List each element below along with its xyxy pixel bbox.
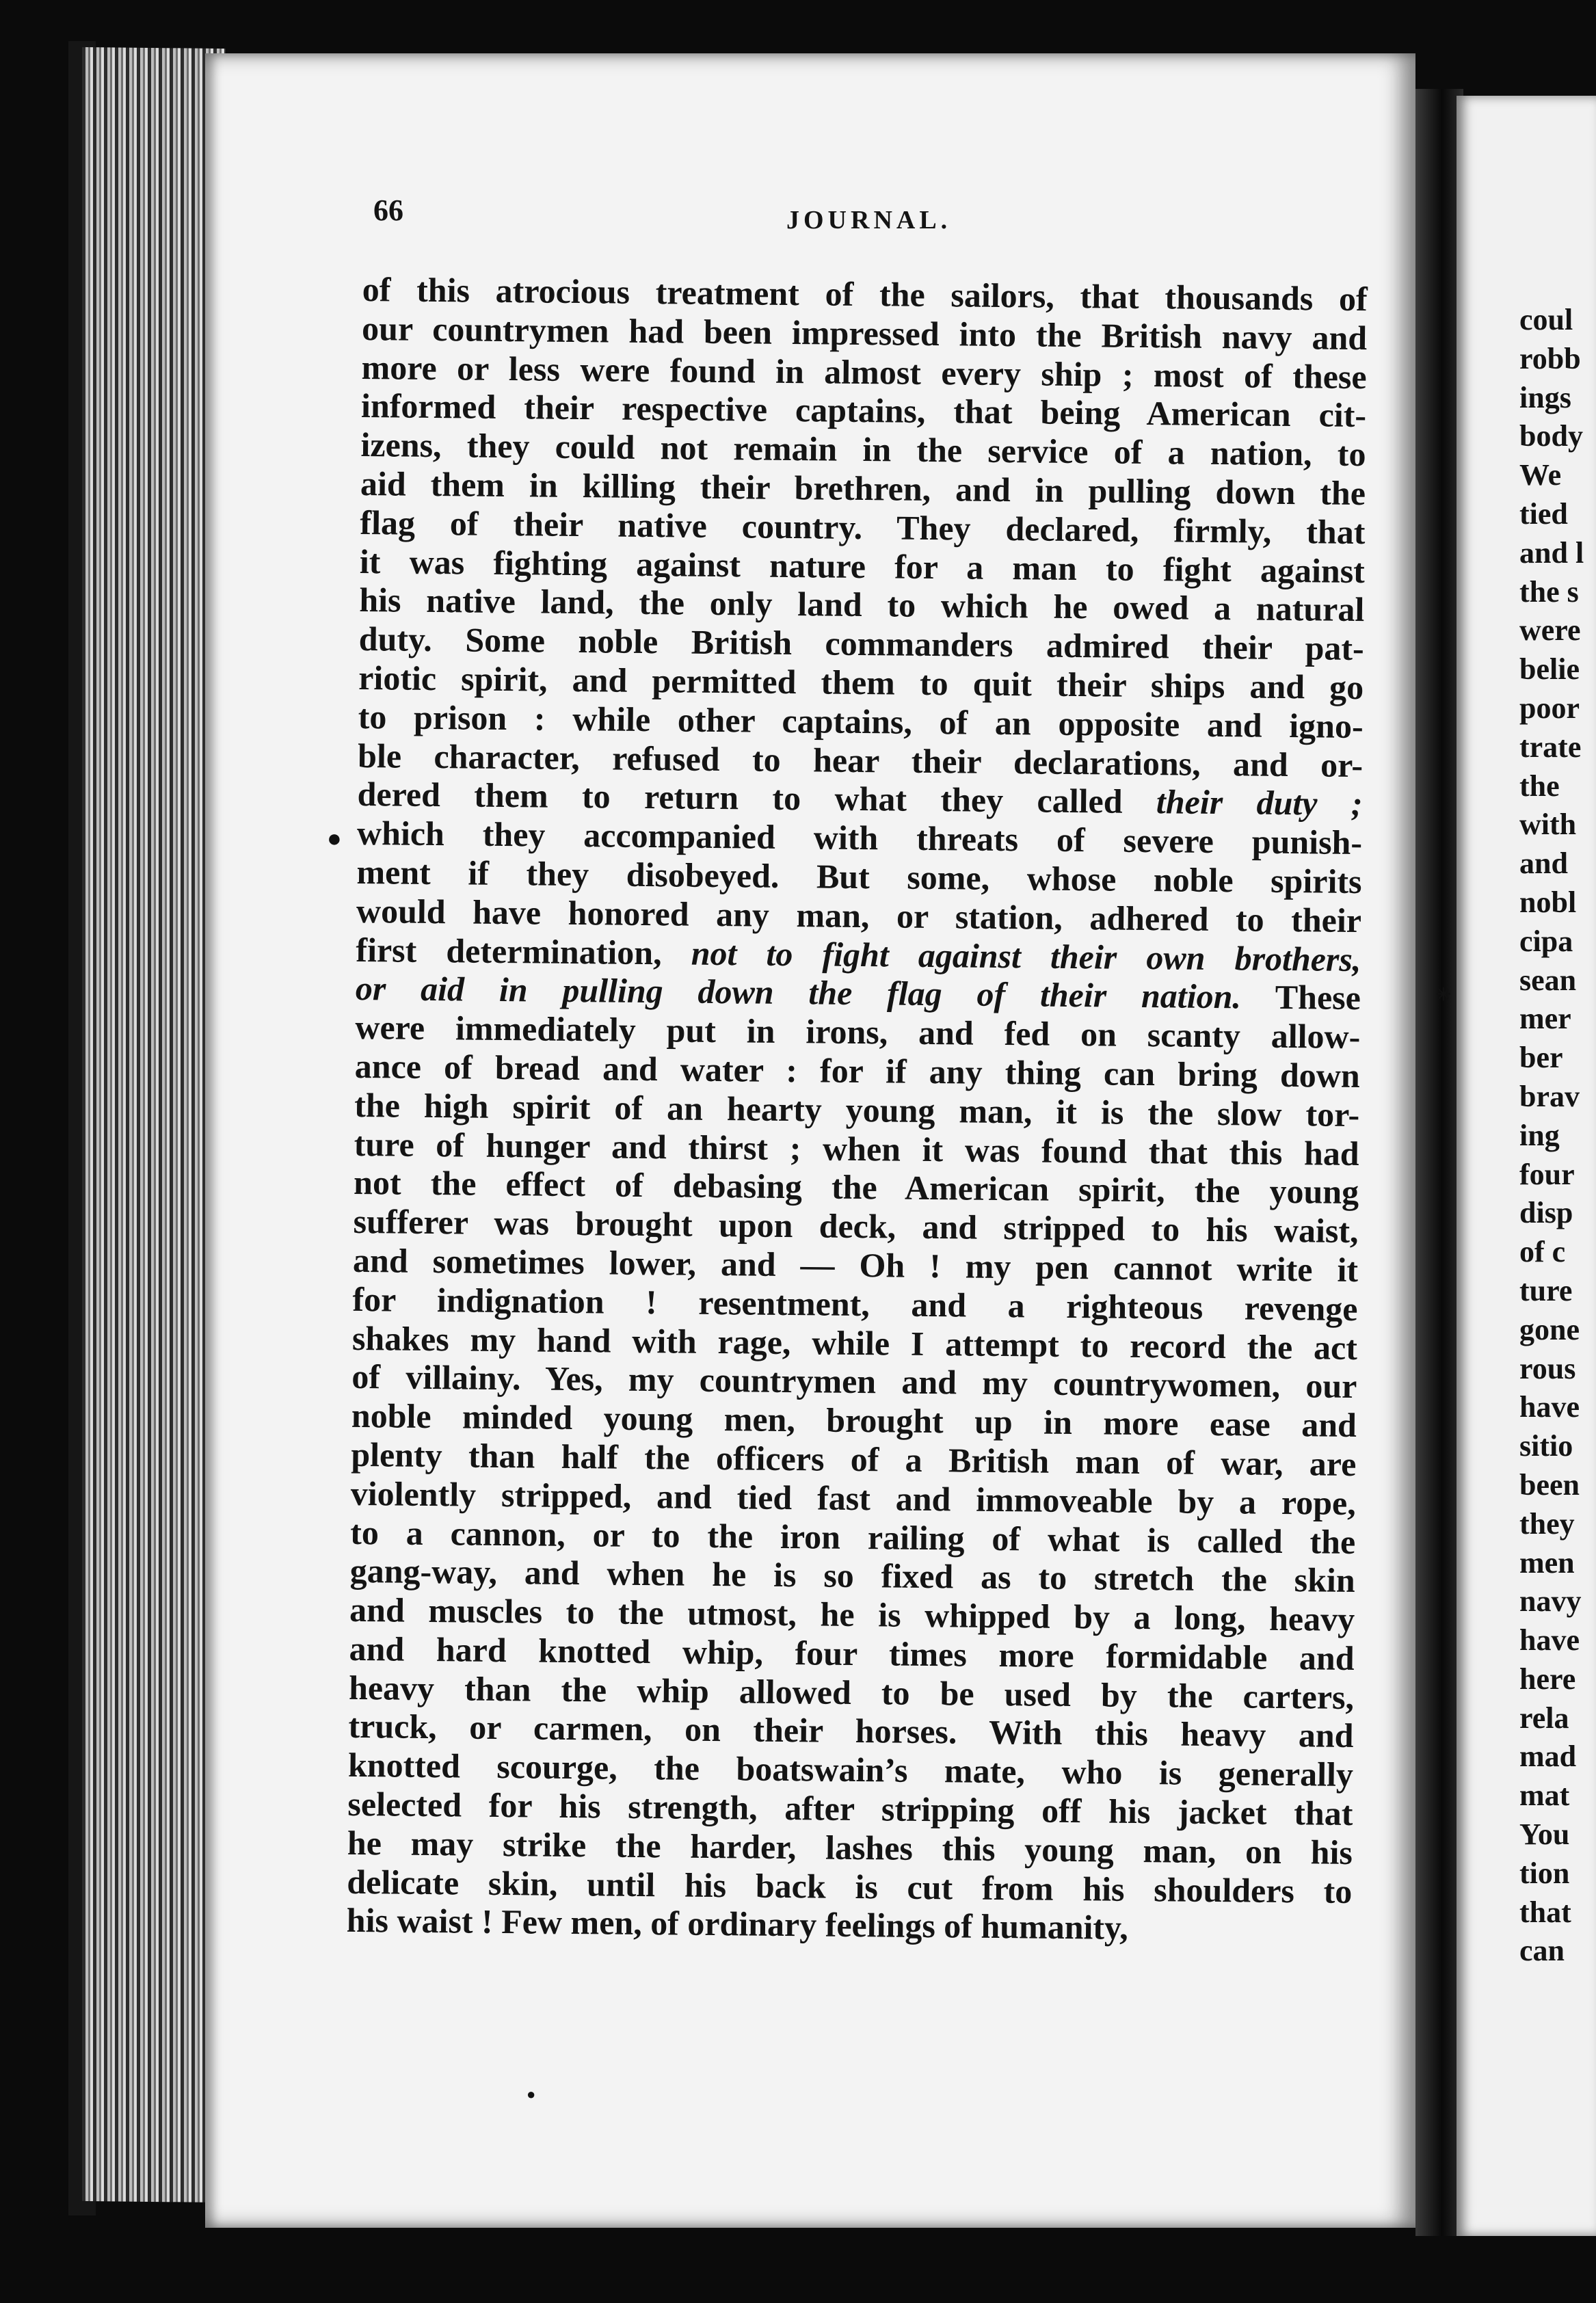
facing-page-line: rous bbox=[1519, 1351, 1576, 1385]
text-run: izens, they could not remain in the service of a nation, to bbox=[360, 425, 1366, 474]
text-run: and sometimes lower, and — Oh ! my pen cannot write it bbox=[352, 1240, 1359, 1289]
facing-page-line: mad bbox=[1519, 1740, 1577, 1774]
text-run: and hard knotted whip, four times more formidable and bbox=[349, 1629, 1355, 1677]
text-run: our countrymen had been impressed into the British navy and bbox=[361, 308, 1368, 357]
text-run: which they accompanied with threats of severe punish- bbox=[356, 814, 1363, 862]
text-run: to prison : while other captains, of an opposite and igno- bbox=[358, 697, 1364, 745]
facing-page-line: gone bbox=[1519, 1312, 1580, 1346]
facing-page-line: body bbox=[1519, 419, 1583, 453]
text-run: dered them to return to what they called bbox=[357, 775, 1157, 821]
text-run: noble minded young men, brought up in more ease and bbox=[351, 1396, 1357, 1445]
page-number: 66 bbox=[373, 194, 403, 227]
text-run: of this atrocious treatment of the sailors, that thousands of bbox=[362, 270, 1368, 319]
facing-page-line: they bbox=[1519, 1506, 1575, 1541]
facing-page-line: belie bbox=[1519, 652, 1580, 687]
book-page-edges bbox=[82, 47, 226, 2202]
text-run: aid them in killing their brethren, and in pulling down the bbox=[360, 464, 1366, 513]
facing-page-line: We bbox=[1519, 458, 1562, 492]
text-run: shakes my hand with rage, while I attempt to record the act bbox=[351, 1318, 1358, 1367]
text-run: heavy than the whip allowed to be used by the carters, bbox=[348, 1668, 1355, 1716]
italic-text: not to fight against their own brothers, bbox=[691, 933, 1361, 979]
text-run: and muscles to the utmost, he is whipped by a long, heavy bbox=[349, 1590, 1355, 1639]
text-run: ment if they disobeyed. But some, whose noble spirits bbox=[356, 852, 1362, 901]
text-run: would have honored any man, or station, adhered to their bbox=[356, 891, 1362, 940]
facing-page-text bbox=[1519, 301, 1596, 1971]
facing-page-line: have bbox=[1519, 1623, 1580, 1658]
speck-mark: ● bbox=[527, 2086, 536, 2103]
facing-page-line: and bbox=[1519, 847, 1568, 881]
facing-page-line: rela bbox=[1519, 1701, 1569, 1735]
text-run: violently stripped, and tied fast and immoveable by a rope, bbox=[350, 1474, 1357, 1522]
facing-page-line: were bbox=[1519, 613, 1581, 648]
facing-page-line: four bbox=[1519, 1157, 1575, 1191]
facing-page-line: here bbox=[1519, 1662, 1576, 1696]
text-run: truck, or carmen, on their horses. With this heavy and bbox=[348, 1707, 1354, 1755]
text-run: plenty than half the officers of a British man of war, are bbox=[351, 1435, 1357, 1483]
facing-page-line: You bbox=[1519, 1818, 1570, 1852]
facing-page-line: can bbox=[1519, 1934, 1565, 1968]
facing-page-line: sitio bbox=[1519, 1429, 1573, 1463]
facing-page-line: disp bbox=[1519, 1196, 1573, 1230]
text-run: ture of hunger and thirst ; when it was found that this had bbox=[354, 1124, 1359, 1173]
running-head: JOURNAL. bbox=[786, 206, 952, 235]
facing-page-line: tion bbox=[1519, 1856, 1570, 1890]
facing-page-line: been bbox=[1519, 1467, 1580, 1502]
facing-page-line: that bbox=[1519, 1895, 1571, 1929]
italic-text: their duty ; bbox=[1156, 782, 1363, 823]
facing-page-line: ing bbox=[1519, 1118, 1560, 1152]
text-run: it was fighting against nature for a man to fight against bbox=[359, 542, 1366, 590]
facing-page-line: nobl bbox=[1519, 885, 1577, 919]
text-run: ance of bread and water : for if any thing can bring down bbox=[354, 1046, 1361, 1095]
facing-page-line: with bbox=[1519, 808, 1577, 842]
body-text bbox=[347, 270, 1368, 1949]
text-run: These bbox=[1240, 977, 1361, 1017]
facing-page-line: the s bbox=[1519, 574, 1579, 609]
facing-page-line: trate bbox=[1519, 730, 1582, 764]
text-run: first determination, bbox=[356, 930, 692, 972]
facing-page-line: ings bbox=[1519, 380, 1571, 414]
text-run: his native land, the only land to which he owed a natural bbox=[359, 581, 1365, 629]
facing-page-line: robb bbox=[1519, 341, 1581, 375]
facing-page-line: tied bbox=[1519, 496, 1568, 531]
facing-page-line: brav bbox=[1519, 1079, 1580, 1113]
text-run: to a cannon, or to the iron railing of what is called the bbox=[350, 1513, 1356, 1561]
speck-mark: ✳ bbox=[1436, 985, 1451, 1004]
text-run: gang-way, and when he is so fixed as to stretch the skin bbox=[349, 1552, 1355, 1600]
facing-page-line: poor bbox=[1519, 691, 1580, 725]
text-run: knotted scourge, the boatswain’s mate, who is generally bbox=[347, 1746, 1354, 1794]
facing-page-line: men bbox=[1519, 1545, 1575, 1580]
text-run: he may strike the harder, lashes this young man, on his bbox=[347, 1823, 1353, 1872]
facing-page-line: sean bbox=[1519, 963, 1577, 997]
text-run: riotic spirit, and permitted them to quit their ships and go bbox=[358, 658, 1364, 707]
facing-page-line: of c bbox=[1519, 1235, 1566, 1269]
text-run: not the effect of debasing the American spirit, the young bbox=[353, 1163, 1359, 1212]
facing-page-line: the bbox=[1519, 769, 1560, 803]
text-run: of villainy. Yes, my countrymen and my countrywomen, our bbox=[351, 1357, 1357, 1406]
text-run: for indignation ! resentment, and a righteous revenge bbox=[352, 1279, 1358, 1328]
italic-text: or aid in pulling down the flag of their nation. bbox=[355, 969, 1242, 1016]
speck-mark: ● bbox=[327, 825, 342, 852]
text-run: his waist ! Few men, of ordinary feelings of humanity, bbox=[346, 1901, 1129, 1947]
text-run: ble character, refused to hear their declarations, and or- bbox=[357, 736, 1364, 784]
facing-page-line: mat bbox=[1519, 1779, 1570, 1813]
facing-page-line: ture bbox=[1519, 1273, 1573, 1307]
facing-page-line: mer bbox=[1519, 1002, 1571, 1036]
facing-page-line: have bbox=[1519, 1390, 1580, 1424]
text-run: informed their respective captains, that being American cit- bbox=[360, 386, 1367, 435]
text-run: the high spirit of an hearty young man, it is the slow tor- bbox=[354, 1085, 1360, 1134]
text-run: flag of their native country. They declared, firmly, that bbox=[360, 503, 1366, 551]
text-run: sufferer was brought upon deck, and stripped to his waist, bbox=[353, 1202, 1359, 1251]
text-run: duty. Some noble British commanders admired their pat- bbox=[358, 620, 1365, 668]
text-run: delicate skin, until his back is cut from his shoulders to bbox=[347, 1862, 1353, 1911]
facing-page-line: coul bbox=[1519, 303, 1573, 336]
facing-page-line: and l bbox=[1519, 535, 1584, 570]
text-run: selected for his strength, after stripping off his jacket that bbox=[347, 1784, 1353, 1833]
text-run: more or less were found in almost every ship ; most of these bbox=[361, 347, 1367, 396]
facing-page-line: ber bbox=[1519, 1041, 1563, 1075]
text-run: were immediately put in irons, and fed on scanty allow- bbox=[355, 1008, 1361, 1056]
facing-page-line: cipa bbox=[1519, 924, 1573, 958]
facing-page-line: navy bbox=[1519, 1584, 1582, 1619]
